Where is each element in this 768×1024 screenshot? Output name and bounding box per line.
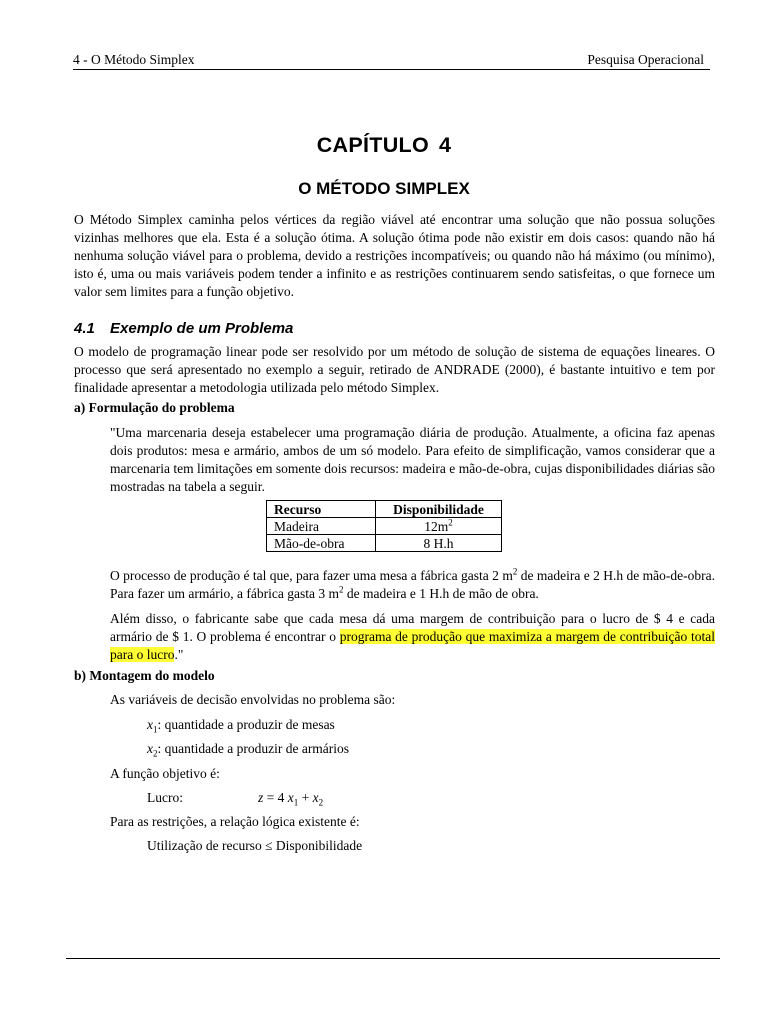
superscript: 2	[448, 517, 453, 528]
table-cell: Mão-de-obra	[267, 535, 376, 552]
variable-description: : quantidade a produzir de armários	[157, 741, 350, 756]
variable-symbol: x	[147, 741, 153, 756]
resource-table	[266, 500, 502, 552]
table-header-row	[267, 501, 502, 518]
quote-text: ."	[174, 647, 184, 662]
objective-intro: A função objetivo é:	[110, 766, 220, 781]
table-row	[267, 518, 502, 535]
quote-paragraph-2	[110, 567, 715, 603]
section-title: Exemplo de um Problema	[110, 320, 294, 337]
footer-rule	[66, 958, 720, 959]
section-number: 4.1	[74, 320, 95, 337]
variable-x1	[147, 716, 335, 734]
quote-text: O processo de produção é tal que, para fazer uma mesa a fábrica gasta 2 m	[110, 568, 513, 583]
table-row	[267, 535, 502, 552]
section-paragraph: O modelo de programação linear pode ser resolvido por um método de solução de sistema de equações lineares. O processo que será apresentado no exemplo a seguir, retirado de ANDRADE (2000), é bastante intuitivo e tem por finalidade apresentar a metodologia utilizada pelo método Simplex.	[74, 344, 715, 395]
formula-x: x	[287, 790, 294, 805]
formula-x: x	[312, 790, 319, 805]
table-cell: 8 H.h	[376, 535, 502, 552]
restrictions-intro: Para as restrições, a relação lógica existente é:	[110, 814, 360, 829]
subscript: 1	[293, 797, 299, 808]
chapter-title: O MÉTODO SIMPLEX	[298, 179, 470, 198]
table-cell	[376, 518, 502, 535]
quote-text: Além disso, o fabricante sabe que cada mesa dá uma margem de contribuição para o lucro de $ 4 e cada armário de $ 1. O problema é encontrar o	[110, 611, 715, 644]
quote-paragraph-3	[110, 610, 715, 664]
variables-intro: As variáveis de decisão envolvidas no problema são:	[110, 692, 396, 707]
quote-text: de madeira e 2 H.h de mão-de-obra. Para fazer um armário, a fábrica gasta 3 m	[110, 568, 715, 601]
part-b-label: b) Montagem do modelo	[74, 668, 215, 683]
quote-text: de madeira e 1 H.h de mão de obra.	[343, 586, 539, 601]
superscript: 2	[512, 566, 518, 577]
profit-formula	[258, 789, 323, 807]
section-heading	[74, 320, 293, 337]
profit-label: Lucro:	[147, 790, 183, 805]
highlighted-text: programa de produção que maximiza a margem de contribuição total para o lucro	[110, 629, 715, 662]
subscript: 2	[318, 797, 324, 808]
formula-z: z	[258, 790, 264, 805]
formula-text: = 4	[263, 790, 288, 805]
header-left: 4 - O Método Simplex	[73, 52, 195, 67]
formula-text: +	[298, 790, 313, 805]
variable-symbol: x	[147, 717, 153, 732]
running-header	[73, 51, 710, 70]
quote-paragraph-1: "Uma marcenaria deseja estabelecer uma programação diária de produção. Atualmente, a oficina faz apenas dois produtos: mesa e armário, ambos de um só modelo. Para efeito de simplificação, vamos considerar que a marcenaria tem limitações em somente dois recursos: madeira e mão-de-obra, cujas disponibilidades diárias são mostradas na tabela a seguir.	[110, 425, 715, 494]
superscript: 2	[339, 584, 344, 595]
table-header-cell: Disponibilidade	[376, 501, 502, 518]
table-cell: Madeira	[267, 518, 376, 535]
table-cell-value: 12m	[424, 519, 449, 534]
subscript: 1	[153, 724, 158, 735]
table-header-cell: Recurso	[267, 501, 376, 518]
variable-x2	[147, 740, 349, 758]
restriction-rule: Utilização de recurso ≤ Disponibilidade	[147, 838, 363, 853]
subscript: 2	[153, 748, 158, 759]
chapter-heading	[0, 133, 768, 158]
intro-paragraph: O Método Simplex caminha pelos vértices da região viável até encontrar uma solução que não possua soluções vizinhas melhores que ela. Esta é a solução ótima. A solução ótima pode não existir em dois casos: quando não há nenhuma solução viável para o problema, devido a restrições incompatíveis; ou quando não há máximo (ou mínimo), isto é, uma ou mais variáveis podem tender a infinito e as restrições continuarem sendo satisfeitas, o que fornece um valor sem limites para a função objetivo.	[74, 212, 715, 299]
variable-description: : quantidade a produzir de mesas	[157, 717, 335, 732]
part-a-label: a) Formulação do problema	[74, 400, 235, 415]
chapter-word: CAPÍTULO	[316, 133, 430, 157]
chapter-number: 4	[439, 133, 452, 157]
header-right: Pesquisa Operacional	[587, 52, 704, 67]
